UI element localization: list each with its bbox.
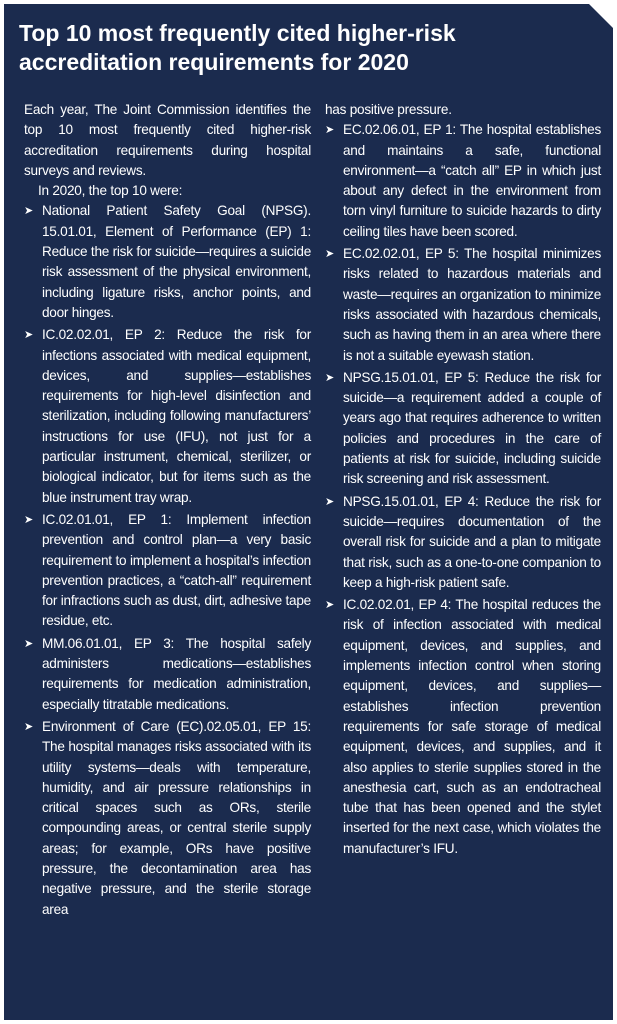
- list-item: ➤ EC.02.02.01, EP 5: The hospital minimizes risks related to hazardous materials and waste—requires an organization to minimize risks associated with hazardous chemicals, such as having them in an area where there is not a suitable eyewash station.: [325, 246, 601, 363]
- sidebar-title: Top 10 most frequently cited higher-risk accreditation requirements for 2020: [19, 20, 456, 75]
- list-item: ➤ IC.02.02.01, EP 2: Reduce the risk for infections associated with medical equipment, devices, and supplies—establishes requirements for high-level disinfection and sterilization, including following manufacturers’ instructions for use (IFU), not just for a particular instrument, chemical, sterilizer, or biological indicator, but for items such as the blue instrument tray wrap.: [24, 327, 311, 505]
- arrowhead-right-icon: ➤: [325, 495, 334, 508]
- right-column: [325, 100, 601, 861]
- list-item: ➤ NPSG.15.01.01, EP 4: Reduce the risk for suicide—requires documentation of the overall risk for suicide and a plan to mitigate that risk, such as a one-to-one companion to keep a high-risk patient safe.: [325, 493, 601, 590]
- list-item: ➤ NPSG.15.01.01, EP 5: Reduce the risk for suicide—a requirement added a couple of years ago that requires adherence to written policies and procedures in the care of patients at risk for suicide, including suicide risk screening and risk assessment.: [325, 369, 601, 487]
- continuation-text: has positive pressure.: [325, 102, 452, 117]
- list-item: ➤ MM.06.01.01, EP 3: The hospital safely administers medications—establishes requirements for medication administration, especially titratable medications.: [24, 635, 311, 712]
- arrowhead-right-icon: ➤: [24, 637, 33, 650]
- arrowhead-right-icon: ➤: [325, 599, 334, 612]
- arrowhead-right-icon: ➤: [325, 248, 334, 261]
- left-column: [24, 100, 311, 922]
- arrowhead-right-icon: ➤: [325, 124, 334, 137]
- arrowhead-right-icon: ➤: [24, 205, 33, 218]
- list-item: ➤ Environment of Care (EC).02.05.01, EP 15: The hospital manages risks associated with its utility systems—deals with temperature, humidity, and air pressure relationships in critical spaces such as ORs, sterile compounding areas, or central sterile supply areas; for example, ORs have positive pressure, the decontamination area has negative pressure, and the sterile storage area: [24, 718, 311, 917]
- requirements-list-right: [325, 120, 601, 859]
- list-item: ➤ National Patient Safety Goal (NPSG). 15.01.01, Element of Performance (EP) 1: Reduce the risk for suicide—requires a suicide risk assessment of the physical environment, including ligature risks, anchor points, and door hinges.: [24, 203, 311, 320]
- arrowhead-right-icon: ➤: [24, 720, 33, 733]
- folded-corner: [589, 4, 613, 28]
- intro-lead-in: In 2020, the top 10 were:: [38, 183, 183, 199]
- requirements-list-left: [24, 201, 311, 919]
- list-item: ➤ EC.02.06.01, EP 1: The hospital establishes and maintains a safe, functional environment—a “catch all” EP in which just about any defect in the environment from torn vinyl furniture to suicide hazards to dirty ceiling tiles have been scored.: [325, 122, 601, 239]
- list-item: ➤ IC.02.02.01, EP 4: The hospital reduces the risk of infection associated with medical equipment, devices, and supplies, and implements infection control when storing equipment, devices, and supplies—establishes infection prevention requirements for safe storage of medical equipment, devices, and supplies, and it also applies to sterile supplies stored in the anesthesia cart, such as an endotracheal tube that has been opened and the stylet inserted for the next case, which violates the manufacturer’s IFU.: [325, 597, 601, 856]
- list-item: ➤ IC.02.01.01, EP 1: Implement infection prevention and control plan—a very basic requirement to implement a hospital’s infection prevention practices, a “catch-all” requirement for infractions such as dust, dirt, adhesive tape residue, etc.: [24, 511, 311, 629]
- arrowhead-right-icon: ➤: [325, 371, 334, 384]
- intro-paragraph: Each year, The Joint Commission identifies the top 10 most frequently cited higher-risk accreditation requirements during hospital surveys and reviews.: [24, 102, 311, 178]
- arrowhead-right-icon: ➤: [24, 513, 33, 526]
- sidebar-box: [4, 4, 613, 1020]
- arrowhead-right-icon: ➤: [24, 329, 33, 342]
